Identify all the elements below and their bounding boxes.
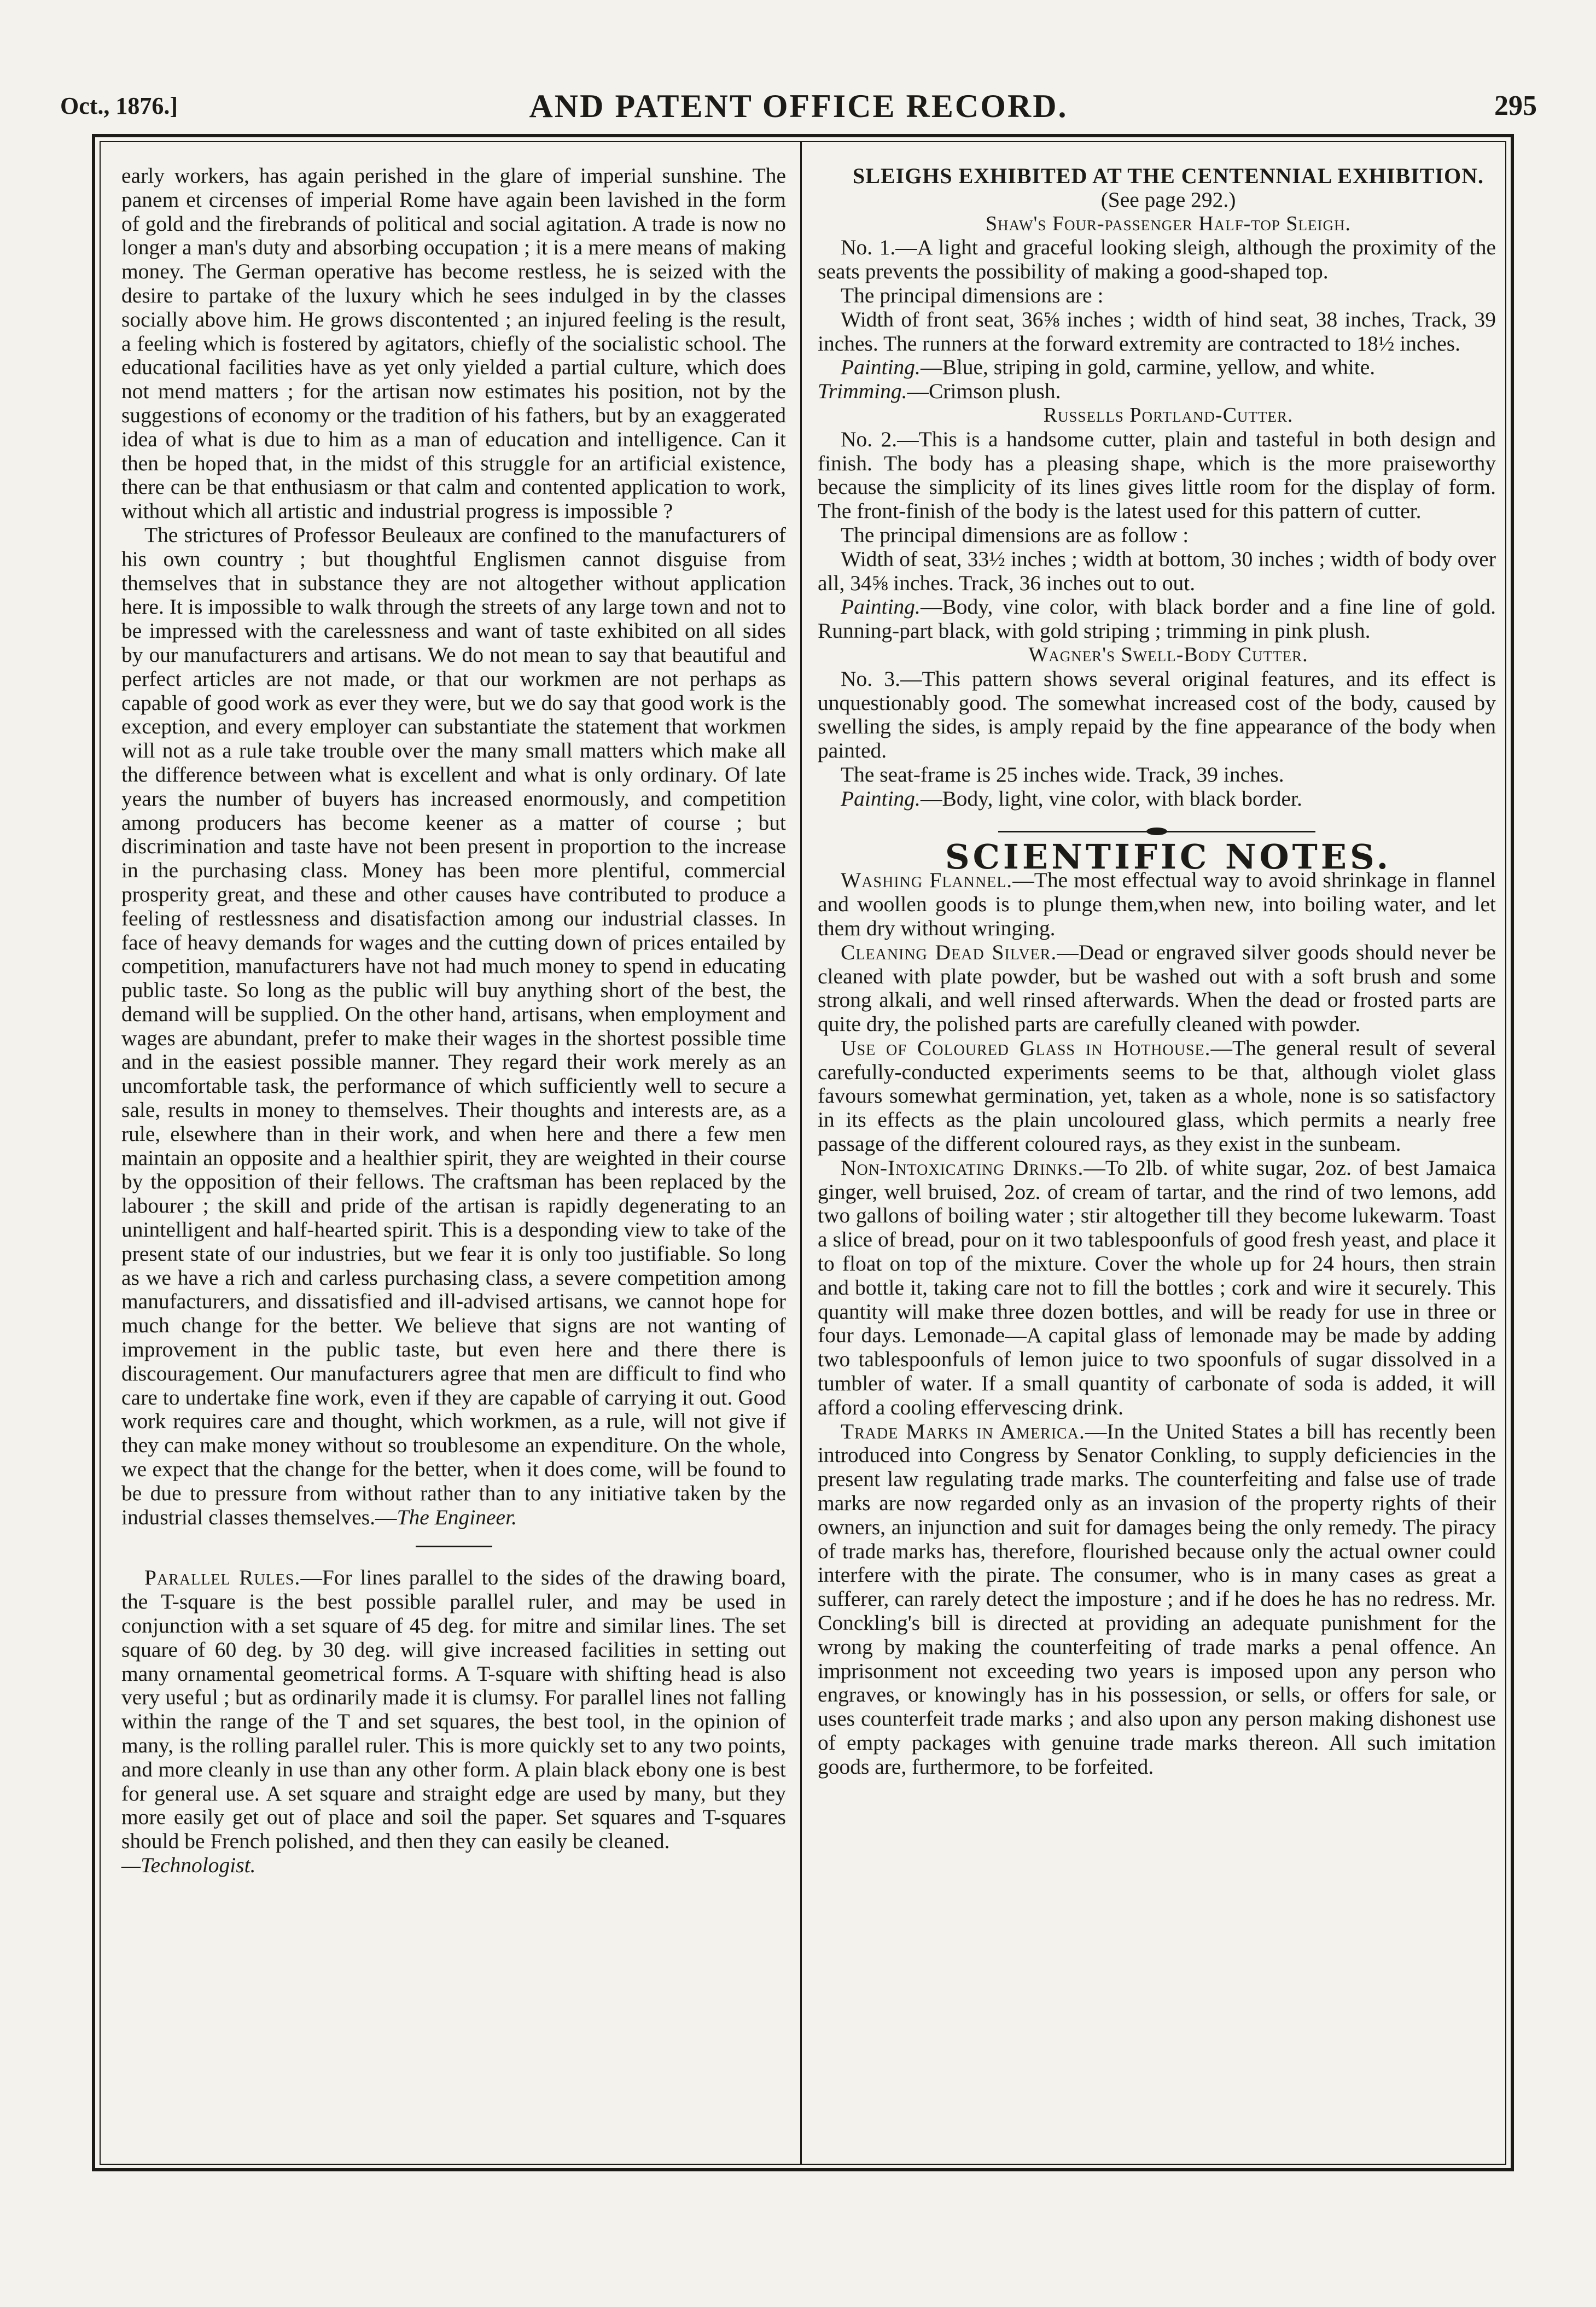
parallel-rules-heading: Parallel Rules. — [144, 1565, 301, 1590]
page-header — [60, 82, 1537, 126]
parallel-rules-source — [121, 1854, 786, 1878]
para-2-source: The Engineer. — [397, 1505, 517, 1529]
note-5-text: —In the United States a bill has recently been introduced into Congress by Senator Conkling, to supply deficiencies in the present law regulating trade marks. The counterfeiting and false use of trade marks are now regarded only as an invasion of the property rights of their owners, an injunction and suit for damages being the only remedy. The piracy of trade marks has, therefore, flourished because only the actual owner could interfere with the pirate. The consumer, who is in many cases as great a sufferer, can rarely detect the imposture ; and if he does he has no redress. Mr. Conckling's bill is directed at providing an adequate punishment for the wrong by making the counterfeiting of trade marks a penal offence. An imprisonment not exceeding two years is imposed upon any person who engraves, or knowingly has in his possession, or sells, or offers for sale, or uses counterfeit trade marks ; and also upon any person making dishonest use of empty packages with genuine trade marks thereon. All such imitation goods are, furthermore, to be forfeited. — [818, 1419, 1496, 1779]
right-column — [818, 164, 1496, 1779]
russell-painting-text: —Body, vine color, with black border and a fine line of gold. Running-part black, with gold striping ; trimming in pink plush. — [818, 595, 1496, 643]
note-3-heading: Use of Coloured Glass in Hothouse. — [841, 1035, 1211, 1060]
parallel-rules-text: —For lines parallel to the sides of the drawing board, the T-square is the best possible parallel ruler, and may be used in conjunction with a set square of 45 deg. for mitre and similar lines. The set square of 60 deg. by 30 deg. will give increased facilities in setting out many ornamental geometrical forms. A T-square with shifting head is also very useful ; but as ordinarily made it is clumsy. For parallel lines not falling within the range of the T and set squares, the best tool, in the opinion of many, is the rolling parallel ruler. This is more quickly set to any two points, and more cleanly in use than any other form. A plain black ebony one is best for general use. A set square and straight edge are used by many, but they more easily get out of place and soil the paper. Set squares and T-squares should be French polished, and then they can easily be cleaned. — [121, 1565, 786, 1854]
note-cleaning-silver — [818, 941, 1496, 1036]
article-continuation-para-1: early workers, has again perished in the glare of imperial sunshine. The panem et circenses of imperial Rome have again been lavished in the form of gold and the firebrands of political and social agitation. A trade is now no longer a man's duty and absorbing occupation ; it is a mere means of making money. The German operative has become restless, he is seized with the desire to partake of the luxury which he sees indulged in by the classes socially above him. He grows discontented ; an injured feeling is the result, a feeling which is fostered by agitators, chiefly of the socialistic school. The educational facilities have as yet only yielded a partial culture, which does not mend matters ; for the artisan now estimates his position, not by the suggestions of economy or the tradition of his fathers, but by an exaggerated idea of what is due to him as a man of education and intelligence. Can it then be hoped that, in the midst of this struggle for an artificial existence, there can be that enthusiasm or that calm and contented application to work, without which all artistic and industrial progress is impossible ? — [121, 164, 786, 523]
wagner-cutter-heading: Wagner's Swell-Body Cutter. — [1028, 643, 1308, 666]
note-trade-marks — [818, 1420, 1496, 1779]
note-1-text: —The most effectual way to avoid shrinkage in flannel and woollen goods is to plunge them,when new, into boiling water, and let them dry without wringing. — [818, 868, 1496, 940]
wagner-painting-label: Painting. — [841, 786, 921, 811]
left-column — [121, 164, 786, 1878]
running-title: AND PATENT OFFICE RECORD. — [529, 88, 1068, 124]
wagner-para-2: The seat-frame is 25 inches wide. Track, 39 inches. — [841, 762, 1284, 787]
note-4-heading: Non-Intoxicating Drinks. — [841, 1155, 1084, 1180]
russell-painting — [818, 595, 1496, 643]
shaw-para-2: The principal dimensions are : — [841, 283, 1104, 307]
para-2-text: The strictures of Professor Beuleaux are confined to the manufacturers of his own country ; but thoughtful Englismen cannot disguise from themselves that in substance they are not altogether without application here. It is impossible to walk through the streets of any large town and not to be impressed with the carelessness and want of taste exhibited on all sides by our manufacturers and artisans. We do not mean to say that beautiful and perfect articles are not made, or that our workmen are not perhaps as capable of good work as ever they were, but we do say that good work is the exception, and every employer can substantiate the statement that workmen will not as a rule take trouble over the many small matters which make all the difference between what is excellent and what is only ordinary. Of late years the number of buyers has increased enormously, and competition among producers has become keener as a matter of course ; but discrimination and taste have not been present in proportion to the increase in the purchasing class. Money has been more plentiful, commercial prosperity great, and these and other causes have contributed to produce a feeling of restlessness and disatisfaction among our industrial classes. In face of heavy demands for wages and the cutting down of prices entailed by competition, manufacturers have not had much money to spend in educating public taste. So long as the public will buy anything short of the best, the demand will be supplied. On the other hand, artisans, when employment and wages are abundant, prefer to make their wages in the shortest possible time and in the easiest possible manner. They regard their work merely as an uncomfortable task, the performance of which sufficiently well to secure a sale, results in money to themselves. Their thoughts and interests are, as a rule, elsewhere than in their work, and when here and there a few men maintain an opposite and a healthier spirit, they are weighted in their course by the opposition of their fellows. The craftsman has been replaced by the labourer ; the skill and pride of the artisan is rapidly degenerating to an unintelligent and half-hearted spirit. This is a desponding view to take of the present state of our industries, but we fear it is only too justifiable. So long as we have a rich and carless purchasing class, a severe competition among manufacturers, and dissatisfied and ill-advised artisans, we cannot hope for much change for the better. We believe that signs are not wanting of improvement in the public taste, but even here and there there is discouragement. Our manufacturers agree that men are difficult to find who care to undertake fine work, even if they are capable of carrying it out. Good work requires care and thought, which workmen, as a rule, will not give if they can make money without so troublesome an expenditure. On the whole, we expect that the change for the better, when it does come, will be found to be due to pressure from without rather than to any initiative taken by the industrial classes themselves.— — [121, 522, 786, 1529]
russell-painting-label: Painting. — [841, 595, 921, 619]
russell-para-1: No. 2.—This is a handsome cutter, plain and tasteful in both design and finish. The body has a pleasing shape, which is the more praiseworthy because the simplicity of its lines gives little room for the display of form. The front-finish of the body is the latest used for this pattern of cutter. — [818, 427, 1496, 523]
russell-para-3: Width of seat, 33½ inches ; width at bottom, 30 inches ; width of body over all, 34⅝ inches. Track, 36 inches out to out. — [818, 546, 1496, 595]
shaw-trimming-label: Trimming. — [818, 379, 907, 404]
page-number: 295 — [1494, 90, 1537, 121]
shaw-para-1: No. 1.—A light and graceful looking sleigh, although the proximity of the seats prevents the possibility of making a good-shaped top. — [818, 235, 1496, 284]
wagner-painting-text: —Body, light, vine color, with black border. — [920, 786, 1302, 811]
shaw-trimming — [818, 380, 1496, 404]
wagner-painting — [818, 787, 1496, 811]
shaw-sleigh-heading: Shaw's Four-passenger Half-top Sleigh. — [986, 212, 1351, 235]
note-1-heading: Washing Flannel. — [841, 868, 1013, 893]
note-drinks — [818, 1156, 1496, 1420]
section-divider — [416, 1546, 492, 1547]
see-page-note: (See page 292.) — [1100, 187, 1236, 212]
shaw-para-3: Width of front seat, 36⅝ inches ; width of hind seat, 38 inches, Track, 39 inches. The runners at the forward extremity are contracted to 18½ inches. — [818, 307, 1496, 356]
wagner-para-1: No. 3.—This pattern shows several original features, and its effect is unquestionably good. The somewhat increased cost of the body, caused by swelling the sides, is amply repaid by the fine appearance of the body when painted. — [818, 666, 1496, 763]
note-washing-flannel — [818, 869, 1496, 940]
shaw-painting-label: Painting. — [841, 355, 921, 380]
russell-para-2: The principal dimensions are as follow : — [841, 522, 1189, 547]
note-2-text: —Dead or engraved silver goods should never be cleaned with plate powder, but be washed out with a soft brush and some strong alkali, and well rinsed afterwards. When the dead or frosted parts are quite dry, the polished parts are carefully cleaned with powder. — [818, 940, 1496, 1036]
note-2-heading: Cleaning Dead Silver. — [841, 940, 1057, 964]
scientific-notes-heading: SCIENTIFIC NOTES. — [945, 836, 1392, 877]
shaw-painting — [818, 356, 1496, 380]
note-5-heading: Trade Marks in America. — [841, 1419, 1085, 1443]
russell-cutter-heading: Russells Portland-Cutter. — [1043, 403, 1294, 427]
note-coloured-glass — [818, 1036, 1496, 1156]
note-3-text: —The general result of several carefully-conducted experiments seems to be that, although violet glass favours somewhat germination, yet, taken as a whole, none is so satisfactory in its effects as the plain uncoloured glass, which permits a nearly free passage of the different coloured rays, as they exist in the sunbeam. — [818, 1035, 1496, 1156]
sleighs-heading: SLEIGHS EXHIBITED AT THE CENTENNIAL EXHIBITION. — [852, 164, 1484, 188]
article-continuation-para-2 — [121, 523, 786, 1529]
shaw-painting-text: —Blue, striping in gold, carmine, yellow, and white. — [920, 355, 1376, 380]
note-4-text: —To 2lb. of white sugar, 2oz. of best Jamaica ginger, well bruised, 2oz. of cream of tartar, and the rind of two lemons, add two gallons of boiling water ; stir altogether till they become lukewarm. Toast a slice of bread, pour on it two tablespoonfuls of good fresh yeast, and place it to float on top of the mixture. Cover the whole up for 24 hours, then strain and bottle it, taking care not to fill the bottles ; cork and wire it securely. This quantity will make three dozen bottles, and will be ready for use in three or four days. Lemonade—A capital glass of lemonade may be made by adding two tablespoonfuls of lemon juice to two spoonfuls of sugar dissolved in a tumbler of water. If a small quantity of carbonate of soda is added, it will afford a cooling effervescing drink. — [818, 1155, 1496, 1419]
ornamental-divider — [818, 828, 1496, 835]
shaw-trimming-text: —Crimson plush. — [907, 379, 1061, 404]
issue-date: Oct., 1876.] — [60, 92, 178, 119]
column-divider — [800, 141, 802, 2165]
parallel-rules-note — [121, 1566, 786, 1854]
parallel-rules-source-text: —Technologist. — [121, 1852, 256, 1877]
